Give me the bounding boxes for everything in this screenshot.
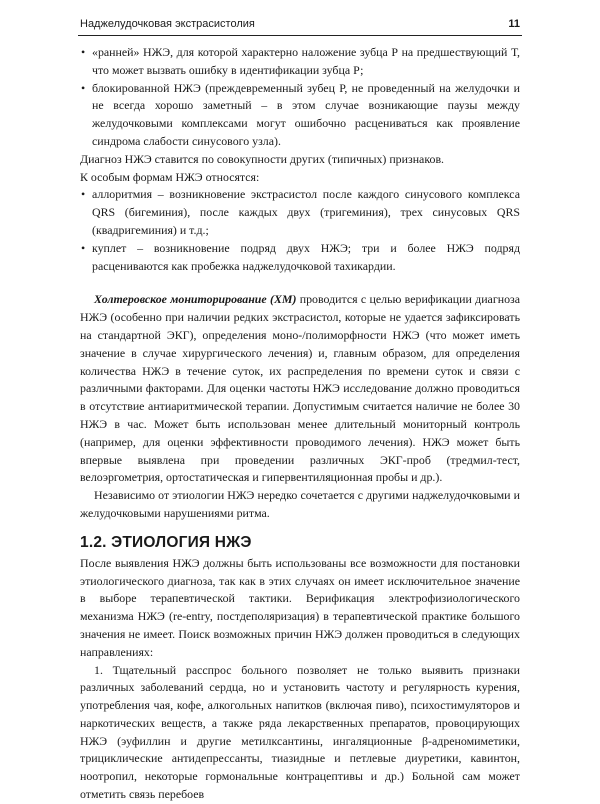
running-title: Наджелудочковая экстрасистолия: [80, 18, 255, 30]
spacer: [80, 275, 520, 291]
running-header: [78, 18, 522, 36]
etiology-note: Независимо от этиологии НЖЭ нередко сочетается с другими наджелудочковыми и желудочковыми нарушениями ритма.: [80, 488, 520, 520]
spacer: [80, 523, 520, 533]
holter-text: проводится с целью верификации диагноза НЖЭ (особенно при наличии редких экстрасистол, которые не удается зафиксировать на стандартной ЭКГ), определения моно-/полиморфности НЖЭ (что может иметь значение в случае хирургического лечения) и, главным образом, для определения количества НЖЭ в течение суток, их распределения по времени суток и связи с различными факторами. Для оценки частоты НЖЭ исследование должно проводиться в отсутствие антиаритмической терапии. Допустимым считается наличие не более 30 НЖЭ в час. Может быть использован менее длительный мониторный контроль (например, для оценки эффективности проводимого лечения). НЖЭ может быть впервые выявлена при проведении различных ЭКГ-проб (тредмил-тест, велоэргометрия, ортостатическая и гипервентиляционная пробы и др.).: [80, 292, 520, 485]
header-rule: [78, 35, 522, 36]
diagnosis-paragraph: [80, 151, 520, 187]
etiology-paragraph: После выявления НЖЭ должны быть использованы все возможности для постановки этиологического диагноза, так как в этих случаях он имеет исключительное значение в выборе терапевтической тактики. Верификация электрофизиологического механизма НЖЭ (re-entry, постдеполяризация) в терапевтической практике большого значения не имеет. Поиск возможных причин НЖЭ должен проводиться в следующих направлениях:: [80, 555, 520, 659]
section-heading: 1.2. ЭТИОЛОГИЯ НЖЭ: [80, 533, 252, 551]
forms-list: [80, 44, 520, 151]
holter-paragraph: [80, 291, 520, 487]
list-item: • куплет – возникновение подряд двух НЖЭ; три и более НЖЭ подряд расцениваются как пробежка наджелудочковой тахикардии.: [80, 240, 520, 276]
causes-paragraph: 1. Тщательный расспрос больного позволяет не только выявить признаки различных заболеваний сердца, но и установить частоту и регулярность курения, употребления чая, кофе, алкогольных напитков (включая пиво), психостимуляторов и наркотических веществ, а также ряда лекарственных препаратов, провоцирующих НЖЭ (эуфиллин и другие метилксантины, ингаляционные β-адреномиметики, трициклические антидепрессанты, тиазидные и петлевые диуретики, кавинтон, ноотропил, некоторые гормональные контрацептивы и др.) Больной сам может отметить связь перебоев: [80, 662, 520, 802]
list-item: • аллоритмия – возникновение экстрасистол после каждого синусового комплекса QRS (бигеминия), после каждых двух (тригеминия), трех синусовых QRS (квадригеминия) и т.д.;: [80, 186, 520, 239]
diagnosis-sentence: Диагноз НЖЭ ставится по совокупности других (типичных) признаков.: [80, 151, 445, 166]
special-forms-list: [80, 186, 520, 275]
list-item: • блокированной НЖЭ (преждевременный зубец Р, не проведенный на желудочки и не всегда хорошо заметный – в этом случае возникающие паузы между желудочковыми комплексами могут ошибочно расцениваться как проявление синдрома слабости синусового узла).: [80, 80, 520, 151]
holter-term: Холтеровское мониторирование (ХМ): [94, 292, 297, 307]
special-forms-intro: К особым формам НЖЭ относятся:: [80, 169, 260, 184]
list-item: • «ранней» НЖЭ, для которой характерно наложение зубца Р на предшествующий Т, что может вызвать ошибку в идентификации зубца Р;: [80, 44, 520, 80]
page-body: [80, 44, 520, 804]
page-number: 11: [508, 18, 520, 30]
